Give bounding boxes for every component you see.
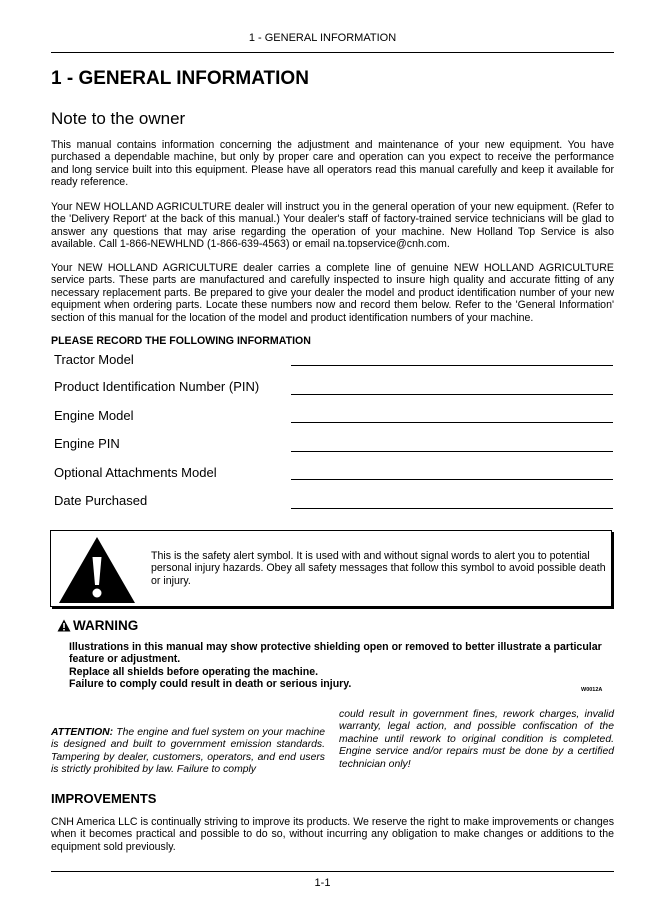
warning-code: W0012A	[581, 687, 603, 693]
attention-left-column	[51, 727, 325, 777]
field-line-date-purchased[interactable]	[291, 508, 613, 509]
warning-label: WARNING	[73, 618, 139, 633]
record-heading: PLEASE RECORD THE FOLLOWING INFORMATION	[51, 335, 311, 347]
chapter-title: 1 - GENERAL INFORMATION	[51, 68, 309, 89]
field-line-optional-attachments[interactable]	[291, 479, 613, 480]
field-label-date-purchased: Date Purchased	[54, 493, 148, 508]
warning-line-1: Illustrations in this manual may show protective shielding open or removed to better illustrate a particular feature or adjustment.	[69, 641, 602, 666]
field-label-engine-model: Engine Model	[54, 408, 134, 423]
field-line-engine-model[interactable]	[291, 422, 613, 423]
page-number: 1-1	[314, 877, 331, 889]
improvements-title: IMPROVEMENTS	[51, 791, 157, 806]
field-line-pin[interactable]	[291, 394, 613, 395]
warning-line-3: Failure to comply could result in death or serious injury.	[69, 678, 352, 690]
field-line-tractor-model[interactable]	[291, 365, 613, 366]
safety-alert-box	[50, 530, 612, 607]
footer-rule	[51, 871, 614, 872]
paragraph-intro: This manual contains information concerning the adjustment and maintenance of your new equipment. You have purchased a dependable machine, but only by proper care and operation can you expect to receive the performance and long service built into this equipment. Please have all operators read this manual carefully and keep it available for ready reference.	[51, 139, 614, 189]
section-title: Note to the owner	[51, 109, 186, 128]
field-label-optional-attachments: Optional Attachments Model	[54, 465, 217, 480]
warning-line-2: Replace all shields before operating the machine.	[69, 666, 319, 678]
paragraph-parts: Your NEW HOLLAND AGRICULTURE dealer carries a complete line of genuine NEW HOLLAND AGRICULTURE service parts. These parts are manufactured and carefully inspected to insure high quality and accurate fitting of any necessary replacement parts. Be prepared to give your dealer the model and product identification number of your new equipment when ordering parts. Locate these numbers now and record them below. Refer to the 'General Information' section of this manual for the location of the model and product identification numbers of your machine.	[51, 262, 614, 324]
field-line-engine-pin[interactable]	[291, 451, 613, 452]
safety-alert-triangle-icon	[57, 535, 137, 605]
attention-label: ATTENTION:	[51, 727, 114, 738]
running-header: 1 - GENERAL INFORMATION	[248, 32, 397, 44]
field-label-pin: Product Identification Number (PIN)	[54, 379, 260, 394]
safety-alert-text: This is the safety alert symbol. It is used with and without signal words to alert you to potential personal injury hazards. Obey all safety messages that follow this symbol to avoid possible death or injury.	[151, 550, 606, 587]
header-rule	[51, 52, 614, 53]
field-label-tractor-model: Tractor Model	[54, 352, 134, 367]
improvements-text: CNH America LLC is continually striving to improve its products. We reserve the right to make improvements or changes when it becomes practical and possible to do so, without incurring any obligation to make changes or additions to the equipment sold previously.	[51, 816, 614, 853]
attention-text-left: The engine and fuel system on your machine is designed and built to government emission standards. Tampering by dealer, customers, operators, and end users is strictly prohibited by law. Failure to comply	[51, 727, 325, 776]
warning-triangle-icon	[57, 619, 71, 632]
field-label-engine-pin: Engine PIN	[54, 436, 120, 451]
paragraph-dealer: Your NEW HOLLAND AGRICULTURE dealer will instruct you in the general operation of your new equipment. (Refer to the 'Delivery Report' at the back of this manual.) Your dealer's staff of factory-trained service technicians will be glad to answer any questions that may arise regarding the operation of your machine. New Holland Top Service is also available. Call 1-866-NEWHLND (1-866-639-4563) or email na.topservice@cnh.com.	[51, 201, 614, 251]
attention-text-right: could result in government fines, rework charges, invalid warranty, legal action, and possible confiscation of the machine until rework to original condition is completed. Engine service and/or repairs must be done by a certified technician only!	[339, 709, 614, 770]
